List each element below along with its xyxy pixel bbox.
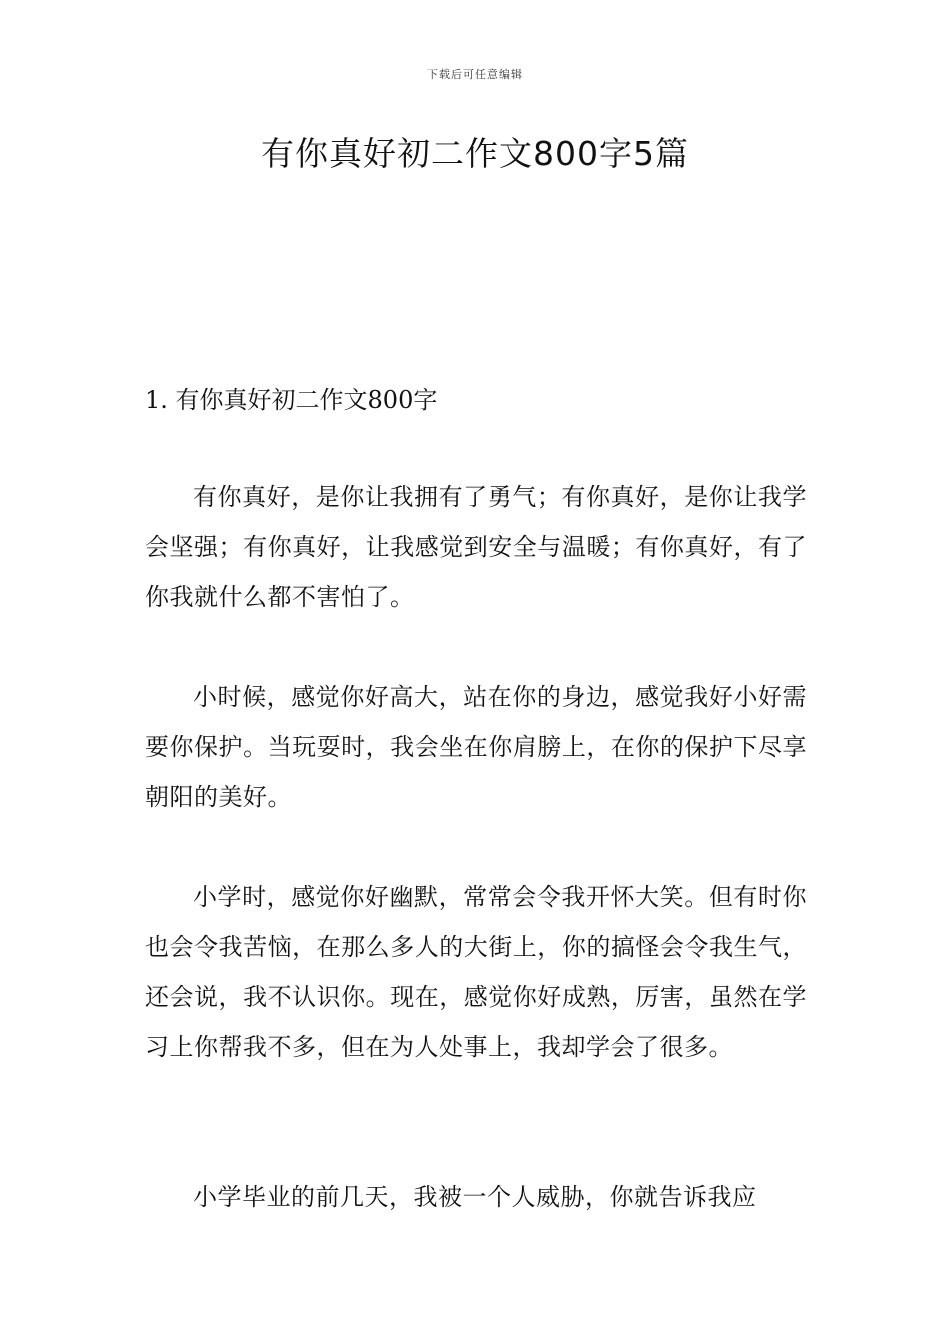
paragraph-2: 小时候，感觉你好高大，站在你的身边，感觉我好小好需要你保护。当玩耍时，我会坐在你肩膀上，在你的保护下尽享朝阳的美好。 [145, 683, 807, 811]
section-heading: 1. 有你真好初二作文800字 [145, 386, 438, 414]
header-note: 下载后可任意编辑 [427, 68, 523, 81]
paragraph-3: 小学时，感觉你好幽默，常常会令我开怀大笑。但有时你也会令我苦恼，在那么多人的大街上，你的搞怪会令我生气，还会说，我不认识你。现在，感觉你好成熟，厉害，虽然在学习上你帮我不多，但在为人处事上，我却学会了很多。 [145, 883, 807, 1061]
paragraph-4: 小学毕业的前几天，我被一个人威胁，你就告诉我应 [193, 1183, 757, 1211]
document-title: 有你真好初二作文800字5篇 [261, 134, 689, 173]
paragraph-1: 有你真好，是你让我拥有了勇气；有你真好，是你让我学会坚强；有你真好，让我感觉到安全与温暖；有你真好，有了你我就什么都不害怕了。 [145, 483, 807, 611]
